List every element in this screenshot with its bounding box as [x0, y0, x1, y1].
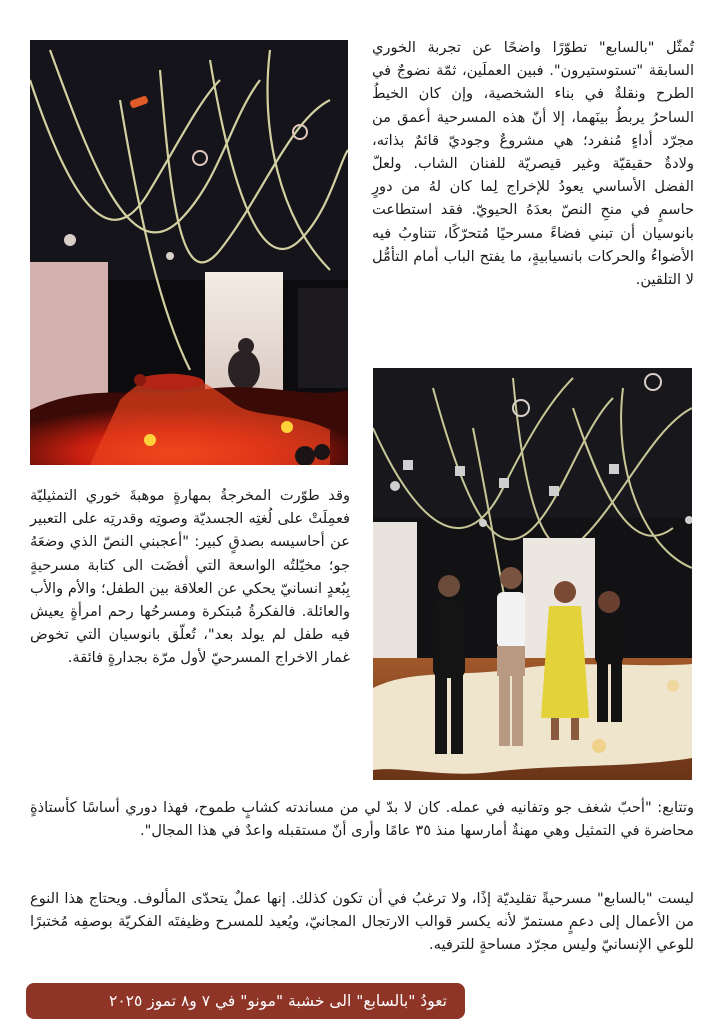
stage-photo-cast	[373, 368, 692, 780]
article-paragraph-3: وتتابع: "أحبّ شغف جو وتفانيه في عمله. كان لا بدّ لي من مساندته كشابٍ طموح، فهذا دوري أساسًا كأستاذةٍ محاضرة في التمثيل وهي مهنةٌ أمارسها منذ ٣٥ عامًا وأرى أنّ مستقبله واعدٌ في هذا المجال".	[30, 799, 694, 840]
stage-photo-cast-image	[373, 368, 692, 780]
article-paragraph-1: تُمثّل "بالسابع" تطوّرًا واضحًا عن تجربة الخوري السابقة "تستوستيرون". فبين العملَين، ثمّة نضوجٌ في الطرح ونقلةٌ في بناء الشخصية، وإن كان الخيطُ الساحرُ يربطُ بينَهما، إلا أنّ هذه المسرحية أعمق من مجرّد أداءٍ مُنفرد؛ هي مشروعٌ وجوديّ قائمٌ بذاته، ولادةٌ حقيقيّة وغير قيصريّة للفنان الشاب. ولعلّ الفضل الأساسي يعودُ للإخراج لِما كان لهُ من دورٍ حاسمٍ في منحِ النصّ بعدَهُ الحيويّ. فقد استطاعت بانوسيان أن تبني فضاءً مسرحيًا مُتحرّكًا، تتناوبُ فيه الأضواءُ والحركات بانسيابيةٍ، ما يفتح الباب أمام التأمُّل لا التلقين.	[372, 39, 694, 289]
performance-dates-banner: تعودُ "بالسابع" الى خشبة "مونو" في ٧ و٨ تموز ٢٠٢٥	[26, 983, 465, 1019]
stage-photo-red-scene	[30, 40, 348, 465]
stage-photo-red-scene-image	[30, 40, 348, 465]
article-paragraph-2: وقد طوّرت المخرجةُ بمهارةٍ موهبةَ خوري التمثيليّة فعمِلَتْ على لُغتِه الجسديّة وصوتِه وقدرتِه على التعبير عن أحاسيسه بصدقٍ كبير: "أعجبني النصّ الذي وضعَهُ جو؛ مخيّلتُه الواسعة التي أفضَت الى كتابة مسرحيةٍ بِبُعدٍ انسانيّ يحكي عن العلاقة بين الطفل؛ والأم والأب والعائلة. فالفكرةُ مُبتكرة ومسرحُها رحم امرأةٍ يعيش فيه طفل لم يولد بعد"، تُعلّق بانوسيان التي تخوض غمار الاخراج المسرحيّ لأول مرّة بجدارةٍ فائقة.	[30, 487, 350, 667]
article-paragraph-4: ليست "بالسابع" مسرحيةً تقليديّة إذًا، ولا ترغبُ في أن تكون كذلك. إنها عملٌ يتحدّى المألوف. ويحتاج هذا النوع من الأعمال إلى دعمٍ مستمرّ لأنه يكسر قوالب الارتجال المجانيّ، ويُعيد للمسرح وظيفتَه الفكريّة بوصفِه مُختبرًا للوعي الإنسانيّ وليس مجرّد مساحةٍ للترفيه.	[30, 890, 694, 954]
